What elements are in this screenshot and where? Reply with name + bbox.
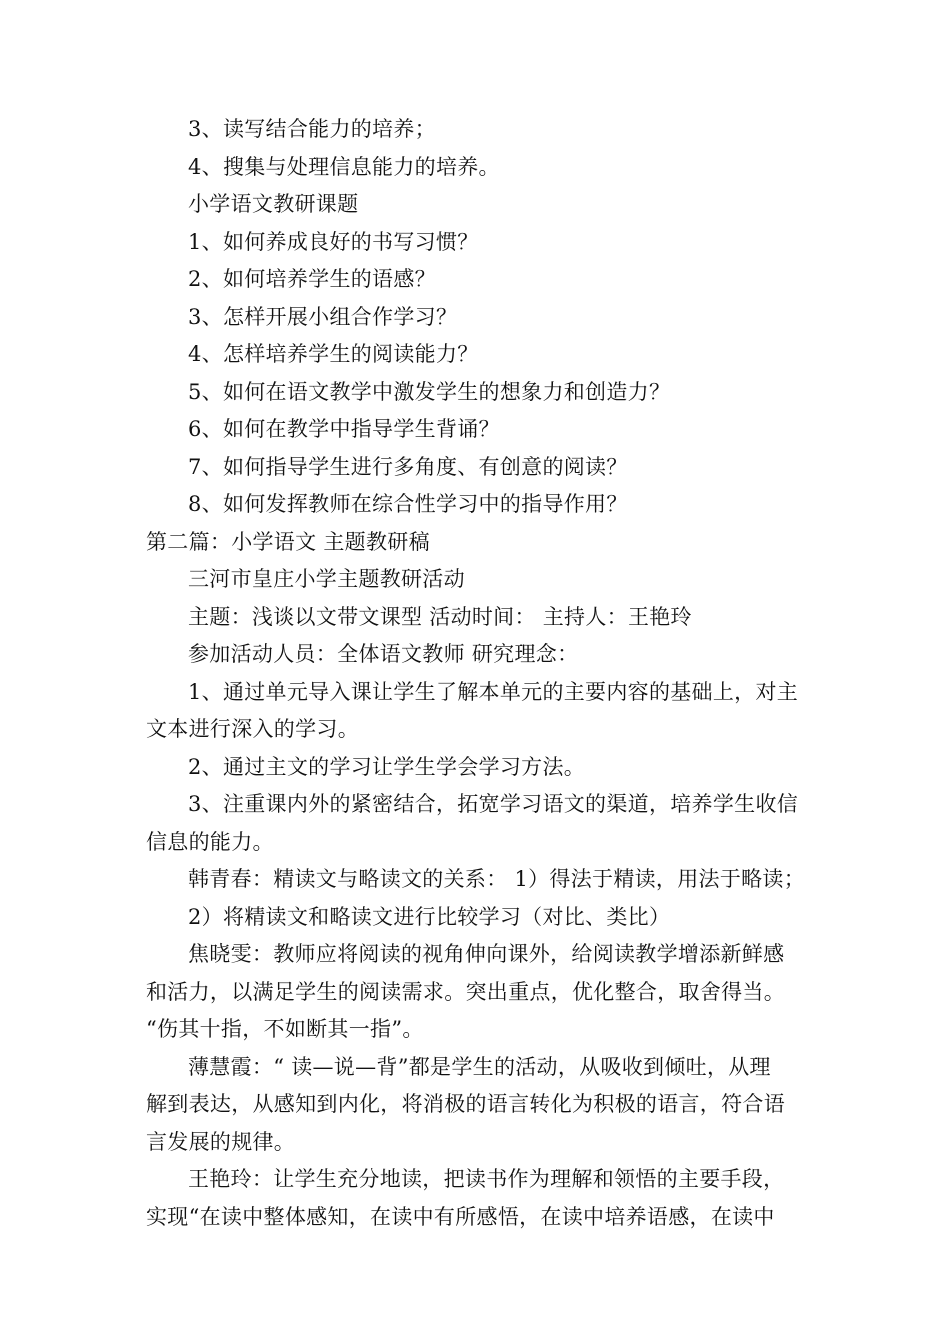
chapter-heading: 第二篇：小学语文 主题教研稿: [146, 529, 430, 554]
text-line: 和活力，以满足学生的阅读需求。突出重点，优化整合，取舍得当。: [146, 979, 785, 1004]
document-body: [146, 111, 826, 1236]
text-line: 三河市皇庄小学主题教研活动: [188, 567, 465, 591]
text-line: 1、如何养成良好的书写习惯？: [188, 229, 479, 254]
text-line: 1、通过单元导入课让学生了解本单元的主要内容的基础上，对主: [188, 679, 799, 704]
text-line: 实现“在读中整体感知，在读中有所感悟，在读中培养语感，在读中: [146, 1204, 775, 1229]
text-line: 信息的能力。: [146, 829, 274, 854]
text-line: 7、如何指导学生进行多角度、有创意的阅读？: [188, 454, 628, 479]
text-line: 8、如何发挥教师在综合性学习中的指导作用？: [188, 492, 628, 516]
text-line: 3、注重课内外的紧密结合，拓宽学习语文的渠道，培养学生收信: [188, 792, 799, 816]
text-line: 2、通过主文的学习让学生学会学习方法。: [188, 754, 586, 779]
text-line: 参加活动人员：全体语文教师 研究理念：: [188, 642, 579, 666]
text-line: 2）将精读文和略读文进行比较学习（对比、类比）: [188, 904, 671, 929]
text-line: 主题：浅谈以文带文课型 活动时间： 主持人：王艳玲: [188, 604, 692, 629]
text-line: 解到表达，从感知到内化，将消极的语言转化为积极的语言，符合语: [146, 1092, 785, 1116]
text-line: 3、读写结合能力的培养；: [188, 117, 436, 141]
text-line: 3、怎样开展小组合作学习？: [188, 304, 458, 329]
text-line: 王艳玲：让学生充分地读，把读书作为理解和领悟的主要手段，: [188, 1167, 785, 1191]
text-line: 6、如何在教学中指导学生背诵？: [188, 417, 500, 441]
text-line: “伤其十指，不如断其一指”。: [146, 1017, 424, 1041]
text-line: 4、怎样培养学生的阅读能力？: [188, 342, 479, 366]
text-line: 薄慧霞：“ 读—说—背”都是学生的活动，从吸收到倾吐，从理: [188, 1054, 771, 1079]
text-line: 文本进行深入的学习。: [146, 717, 359, 741]
text-line: 5、如何在语文教学中激发学生的想象力和创造力？: [188, 379, 671, 404]
text-line: 焦晓雯：教师应将阅读的视角伸向课外，给阅读教学增添新鲜感: [188, 942, 785, 966]
text-line: 2、如何培养学生的语感？: [188, 267, 436, 291]
text-line: 言发展的规律。: [146, 1129, 296, 1154]
section-heading: 小学语文教研课题: [188, 192, 359, 216]
text-line: 韩青春：精读文与略读文的关系： 1）得法于精读，用法于略读；: [188, 867, 806, 891]
text-line: 4、搜集与处理信息能力的培养。: [188, 154, 500, 179]
